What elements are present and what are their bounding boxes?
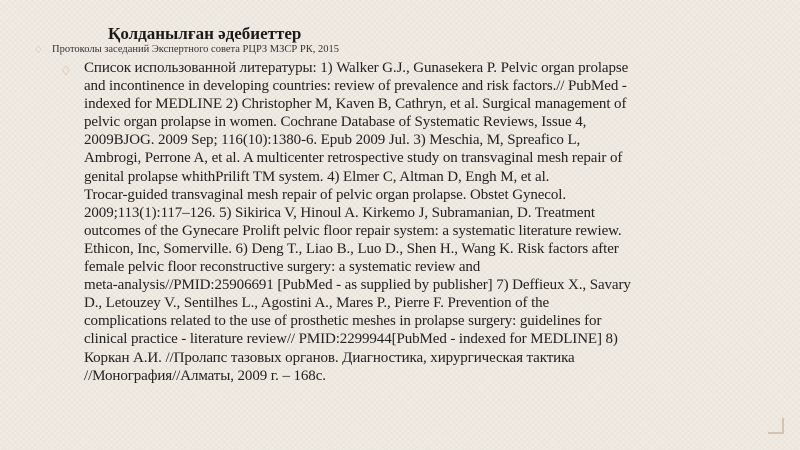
diamond-bullet-icon: ♢ [34, 45, 43, 56]
reference-line: indexed for MEDLINE 2) Christopher M, Kaven B, Cathryn, et al. Surgical management of [84, 96, 627, 113]
reference-list [84, 59, 774, 385]
reference-line: meta-analysis//PMID:25906691 [PubMed - as supplied by publisher] 7) Deffieux X., Savary [84, 277, 631, 294]
reference-line: Список использованной литературы: 1) Walker G.J., Gunasekera P. Pelvic organ prolapse [84, 60, 629, 76]
reference-line: outcomes of the Gynecare Prolift pelvic floor repair system: a systematic literature rewiew. [84, 222, 622, 239]
slide-title: Қолданылған әдебиеттер [108, 24, 302, 43]
reference-line: Trocar-guided transvaginal mesh repair of pelvic organ prolapse. Obstet Gynecol. [84, 186, 566, 203]
reference-line: 2009;113(1):117–126. 5) Sikirica V, Hinoul A. Kirkemo J, Subramanian, D. Treatment [84, 204, 595, 221]
reference-line: genital prolapse whithPrilift TM system. 4) Elmer C, Altman D, Engh M, et al. [84, 168, 550, 185]
reference-line: female pelvic floor reconstructive surgery: a systematic review and [84, 259, 481, 276]
reference-line: complications related to the use of prosthetic meshes in prolapse surgery: guidelines for [84, 313, 602, 330]
reference-line: D., Letouzey V., Sentilhes L., Agostini A., Mares P., Pierre F. Prevention of the [84, 295, 550, 312]
reference-line: and incontinence in developing countries: review of prevalence and risk factors.// PubMed - [84, 78, 627, 95]
slide-corner-decoration [768, 418, 784, 434]
reference-line: Ambrogi, Perrone A, et al. A multicenter retrospective study on transvaginal mesh repair of [84, 150, 623, 167]
reference-line: 2009BJOG. 2009 Sep; 116(10):1380-6. Epub 2009 Jul. 3) Meschia, M, Spreafico L, [84, 132, 581, 149]
reference-line: Коркан А.И. //Пролапс тазовых органов. Диагностика, хирургическая тактика [84, 349, 575, 366]
reference-line: clinical practice - literature review// PMID:2299944[PubMed - indexed for MEDLINE] 8) [84, 331, 618, 348]
reference-line: //Монография//Алматы, 2009 г. – 168с. [84, 367, 326, 384]
reference-line: Ethicon, Inc, Somerville. 6) Deng T., Liao B., Luo D., Shen H., Wang K. Risk factors after [84, 240, 619, 257]
diamond-bullet-icon: ♢ [60, 63, 72, 78]
reference-line: pelvic organ prolapse in women. Cochrane Database of Systematic Reviews, Issue 4, [84, 114, 587, 131]
protocol-source-line: Протоколы заседаний Экспертного совета РЦРЗ МЗСР РК, 2015 [52, 44, 339, 55]
